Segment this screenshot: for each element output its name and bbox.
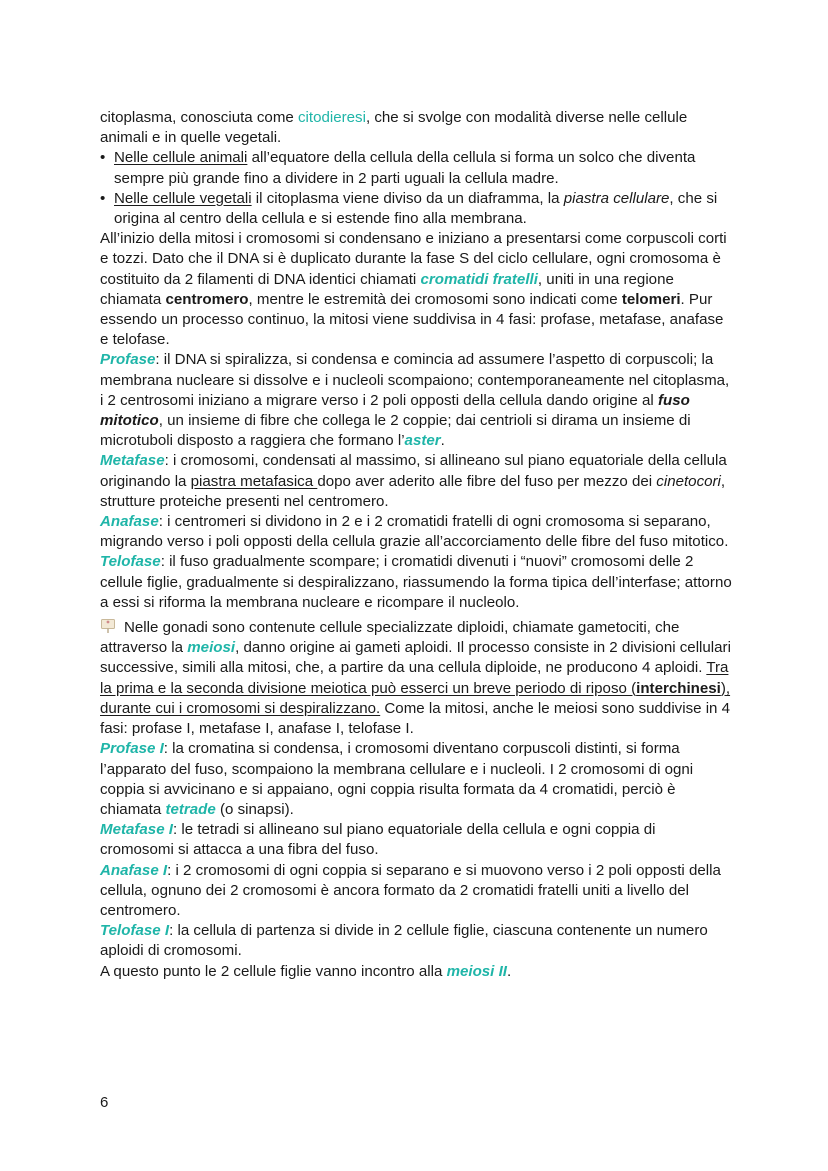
term-cromatidi-fratelli: cromatidi fratelli — [420, 270, 538, 288]
paragraph-profase: Profase: il DNA si spiralizza, si condensa e comincia ad assumere l’aspetto di corpuscoli; la membrana nucleare si dissolve e i nucleoli scompaiono; contemporaneamente nel citoplasma, i 2 centrosomi iniziano a migrare verso i 2 poli opposti della cellula dando origine al fuso mitotico, un insieme di fibre che collega le 2 coppie; dai centrioli si dirama un insieme di microtuboli disposto a raggiera che formano l’aster. — [100, 351, 730, 450]
term-centromero: centromero — [165, 290, 249, 308]
term-tetrade: tetrade — [165, 800, 216, 818]
paragraph-profase-1: Profase I: la cromatina si condensa, i cromosomi diventano corpuscoli distinti, si forma l’apparato del fuso, scompaiono la membrana cellulare e i nucleoli. I 2 cromosomi di ogni coppia si avvicinano e si appaiano, ogni coppia risulta formata da 4 cromatidi, perciò è chiamata tetrade (o sinapsi). — [100, 740, 694, 818]
paragraph-telofase: Telofase: il fuso gradualmente scompare; i cromatidi divenuti i “nuovi” cromosomi delle 2 cellule figlie, gradualmente si despiralizzano, riassumendo la forma tipica dell’interfase; attorno a essi si riforma la membrana nucleare e ricompare il nucleolo. — [100, 553, 732, 611]
term-aster: aster — [404, 432, 441, 450]
list-item: • Nelle cellule vegetali il citoplasma viene diviso da un diaframma, la piastra cellulare, che si origina al centro della cellula e si estende fino alla membrana. — [100, 189, 732, 229]
term-meiosi: meiosi — [187, 639, 236, 657]
term-telomeri: telomeri — [621, 290, 681, 308]
underlined-interchinesi-sentence: Tra la prima e la seconda divisione meiotica può esserci un breve periodo di riposo (interchinesi), durante cui i cromosomi si despiralizzano. — [100, 659, 731, 717]
term-citodieresi: citodieresi — [298, 109, 366, 126]
paragraph-metafase: Metafase: i cromosomi, condensati al massimo, si allineano sul piano equatoriale della cellula originando la piastra metafasica dopo aver aderito alle fibre del fuso per mezzo dei cinetocori, strutture proteiche presenti nel centromero. — [100, 452, 727, 510]
term-metafase-1: Metafase I — [100, 821, 173, 839]
pushpin-note-icon — [100, 618, 116, 634]
term-profase: Profase — [100, 351, 156, 369]
list-item: • Nelle cellule animali all’equatore della cellula della cellula si forma un solco che diventa sempre più grande fino a dividere in 2 parti uguali la cellula madre. — [100, 148, 732, 188]
page-body — [100, 108, 732, 982]
term-interchinesi: interchinesi — [636, 679, 721, 697]
term-telofase: Telofase — [100, 553, 161, 571]
paragraph-mitosis-intro: All’inizio della mitosi i cromosomi si condensano e iniziano a presentarsi come corpuscoli corti e tozzi. Dato che il DNA si è duplicato durante la fase S del ciclo cellulare, ogni cromosoma è costituito da 2 filamenti di DNA identici chiamati cromatidi fratelli, uniti in una regione chiamata centromero, mentre le estremità dei cromosomi sono indicati come telomeri. Pur essendo un processo continuo, la mitosi viene suddivisa in 4 fasi: profase, metafase, anafase e telofase. — [100, 230, 727, 349]
term-piastra-metafasica: piastra metafasica — [190, 472, 318, 490]
cell-type-list — [100, 148, 732, 229]
term-anafase-1: Anafase I — [100, 861, 168, 879]
page-number: 6 — [100, 1094, 109, 1111]
paragraph-citodieresi: citoplasma, conosciuta come citodieresi, che si svolge con modalità diverse nelle cellule animali e in quelle vegetali. — [100, 109, 688, 147]
paragraph-metafase-1: Metafase I: le tetradi si allineano sul piano equatoriale della cellula e ogni coppia di cromosomi si attacca a una fibra del fuso. — [100, 821, 656, 859]
paragraph-anafase-1: Anafase I: i 2 cromosomi di ogni coppia si separano e si muovono verso i 2 poli opposti della cellula, ognuno dei 2 cromosomi è ancora formato da 2 cromatidi fratelli uniti a livello del centromero. — [100, 861, 721, 919]
paragraph-conclusion: A questo punto le 2 cellule figlie vanno incontro alla meiosi II. — [100, 962, 512, 980]
term-fuso-mitotico: fuso mitotico — [100, 391, 690, 430]
paragraph-telofase-1: Telofase I: la cellula di partenza si divide in 2 cellule figlie, ciascuna contenente un numero aploidi di cromosomi. — [100, 922, 708, 960]
term-telofase-1: Telofase I — [100, 922, 170, 940]
term-profase-1: Profase I — [100, 740, 164, 758]
term-metafase: Metafase — [100, 452, 165, 470]
paragraph-meiosi-intro: Nelle gonadi sono contenute cellule specializzate diploidi, chiamate gametociti, che attraverso la meiosi, danno origine ai gameti aploidi. Il processo consiste in 2 divisioni cellulari successive, simili alla mitosi, che, a partire da una cellula diploide, ne producono 4 aploidi. Tra la prima e la seconda divisione meiotica può esserci un breve periodo di riposo (interchinesi), durante cui i cromosomi si despiralizzano. Come la mitosi, anche le meiosi sono suddivise in 4 fasi: profase I, metafase I, anafase I, telofase I. — [100, 619, 731, 738]
term-anafase: Anafase — [100, 513, 159, 531]
paragraph-anafase: Anafase: i centromeri si dividono in 2 e i 2 cromatidi fratelli di ogni cromosoma si separano, migrando verso i poli opposti della cellula grazie all’accorciamento delle fibre del fuso mitotico. — [100, 513, 729, 551]
term-cinetocori: cinetocori — [656, 472, 721, 490]
term-meiosi-2: meiosi II — [446, 962, 507, 980]
